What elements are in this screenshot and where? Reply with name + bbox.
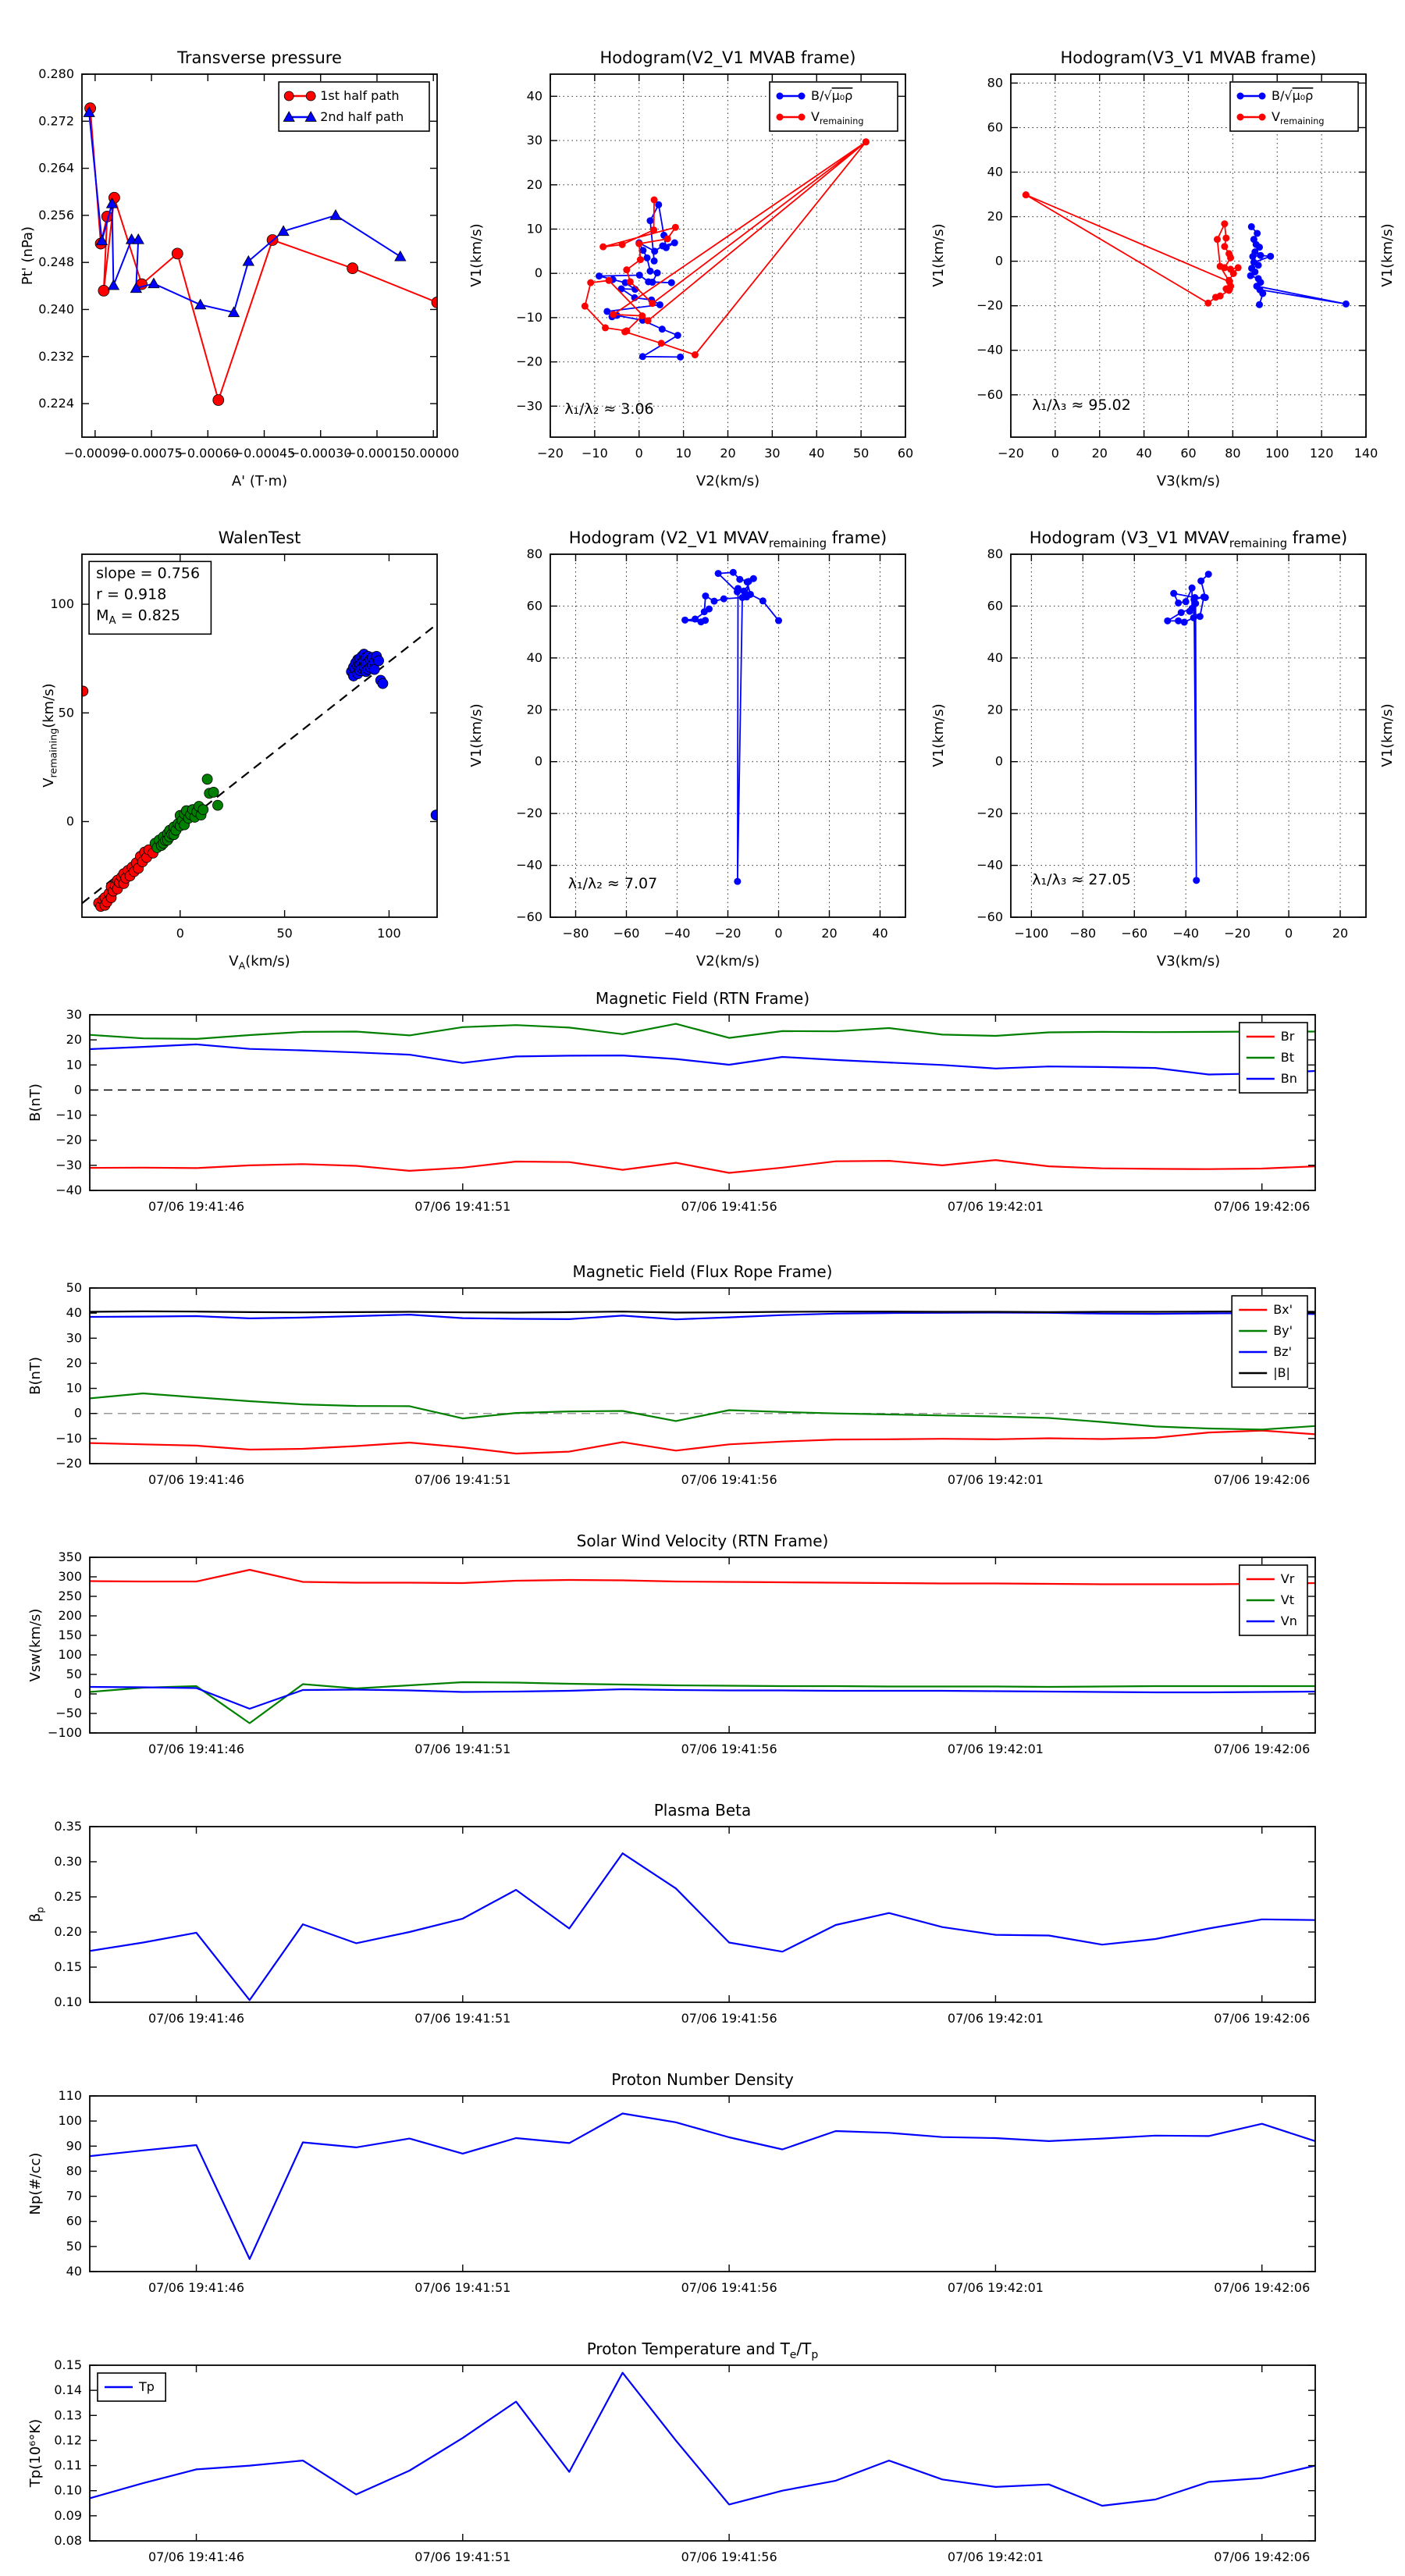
stats-line: $M_A = 0.825$: [96, 607, 181, 627]
y-tick-label: 0: [994, 753, 1003, 769]
y-tick-label: 10: [66, 1057, 82, 1073]
x-tick-label: 20: [720, 446, 736, 461]
x-tick-label: 07/06 19:41:51: [414, 1199, 511, 1214]
y-tick-label: 0.12: [54, 2432, 82, 2448]
legend-label: By': [1273, 1323, 1293, 1338]
y-tick-label: −30: [516, 398, 542, 414]
annotation: λ₁/λ₃ ≈ 27.05: [1032, 871, 1131, 889]
panel-mf_fluxrope: [27, 1262, 1315, 1487]
x-tick-label: 07/06 19:41:51: [414, 2011, 511, 2026]
x-axis-label: V3(km/s): [1156, 473, 1221, 489]
x-tick-label: 07/06 19:41:46: [148, 1199, 245, 1214]
y-tick-label: 300: [58, 1569, 82, 1584]
y-tick-label: 0.20: [54, 1924, 82, 1939]
y-axis-label: Np(#/cc): [27, 2152, 44, 2215]
x-tick-label: 0: [176, 926, 184, 941]
y-tick-label: −40: [55, 1183, 82, 1197]
legend-label: Vn: [1280, 1614, 1297, 1628]
y-tick-label: 80: [987, 75, 1003, 91]
x-tick-label: −80: [562, 926, 589, 941]
y-tick-label: 20: [526, 702, 542, 717]
panel-title: Plasma Beta: [653, 1801, 752, 1820]
panel-title: Hodogram (V3_V1 $MVAV_{remaining}$ frame): [1029, 528, 1348, 551]
floating-y-axis-label: V1(km/s): [930, 223, 947, 287]
x-tick-label: 07/06 19:42:01: [947, 1199, 1044, 1214]
x-tick-label: 0: [1284, 926, 1293, 941]
stats-line: slope = 0.756: [96, 564, 201, 582]
panel-proton_density: [27, 2070, 1315, 2295]
y-tick-label: −10: [516, 309, 542, 325]
legend-label: Vt: [1280, 1592, 1295, 1607]
legend-label: Bz': [1273, 1344, 1292, 1359]
y-tick-label: 50: [66, 2238, 82, 2254]
annotation: λ₁/λ₃ ≈ 95.02: [1032, 397, 1131, 415]
y-tick-label: 40: [66, 2264, 82, 2279]
y-tick-label: 80: [987, 546, 1003, 561]
panel-hodogram_v2v1_mvav: [516, 528, 905, 970]
y-tick-label: 0.272: [38, 113, 74, 129]
legend-label: Bx': [1273, 1302, 1293, 1317]
legend: [1240, 1565, 1307, 1635]
x-tick-label: −20: [714, 926, 742, 941]
x-tick-label: 07/06 19:42:01: [947, 2280, 1044, 2295]
y-tick-label: 0: [534, 753, 542, 769]
y-tick-label: 0.08: [54, 2533, 82, 2548]
legend-label: |B|: [1273, 1365, 1290, 1380]
panel-transverse_pressure: [20, 48, 459, 489]
x-tick-label: 120: [1309, 446, 1334, 461]
y-tick-label: 40: [987, 649, 1003, 665]
floating-y-axis-label: V1(km/s): [468, 223, 485, 287]
x-tick-label: 20: [821, 926, 838, 941]
x-tick-label: 20: [1332, 926, 1349, 941]
x-tick-label: −60: [613, 926, 640, 941]
panel-title: Proton Temperature and $T_e/T_p$: [586, 2339, 819, 2361]
y-tick-label: −20: [516, 354, 542, 369]
panel-plasma_beta: [27, 1801, 1315, 2026]
x-tick-label: −20: [1224, 926, 1251, 941]
y-tick-label: 0: [66, 813, 74, 829]
floating-y-axis-label: V1(km/s): [930, 703, 947, 767]
y-tick-label: 0.35: [54, 1819, 82, 1834]
panel-title: Transverse pressure: [177, 48, 342, 67]
x-tick-label: 07/06 19:41:56: [681, 1472, 777, 1487]
y-tick-label: 0.224: [38, 396, 74, 411]
stats-line: r = 0.918: [96, 585, 167, 603]
panel-title: Magnetic Field (Flux Rope Frame): [572, 1262, 833, 1281]
x-tick-label: 07/06 19:41:51: [414, 1742, 511, 1756]
panel-proton_temp: [27, 2339, 1315, 2564]
x-tick-label: −10: [581, 446, 608, 461]
y-tick-label: 60: [66, 2213, 82, 2229]
y-tick-label: 40: [526, 88, 542, 104]
x-tick-label: 07/06 19:41:51: [414, 1472, 511, 1487]
legend: [1230, 82, 1358, 131]
x-tick-label: 07/06 19:41:46: [148, 1742, 245, 1756]
x-tick-label: 07/06 19:41:56: [681, 1199, 777, 1214]
y-tick-label: 30: [526, 133, 542, 148]
x-tick-label: 07/06 19:42:06: [1214, 1472, 1311, 1487]
y-tick-label: −10: [55, 1107, 82, 1123]
x-tick-label: −0.00045: [233, 446, 296, 461]
x-tick-label: −60: [1121, 926, 1148, 941]
x-tick-label: 07/06 19:42:01: [947, 1472, 1044, 1487]
y-tick-label: −40: [976, 857, 1003, 873]
x-axis-label: V2(km/s): [695, 953, 760, 970]
x-tick-label: 80: [1225, 446, 1241, 461]
y-tick-label: 20: [526, 176, 542, 192]
x-tick-label: 07/06 19:41:46: [148, 1472, 245, 1487]
x-tick-label: 07/06 19:41:46: [148, 2011, 245, 2026]
x-tick-label: 0: [635, 446, 643, 461]
y-tick-label: 0.30: [54, 1854, 82, 1869]
x-tick-label: −0.00075: [120, 446, 183, 461]
y-tick-label: 100: [58, 1647, 82, 1662]
x-axis-label: V2(km/s): [695, 473, 760, 489]
y-tick-label: 20: [66, 1355, 82, 1371]
floating-y-axis-label: $V_{remaining}(km/s)$: [41, 683, 59, 788]
y-tick-label: −50: [55, 1706, 82, 1720]
y-tick-label: 40: [526, 649, 542, 665]
y-tick-label: 0.248: [38, 254, 74, 270]
y-tick-label: −30: [55, 1157, 82, 1172]
legend-label: Bt: [1280, 1050, 1295, 1065]
x-tick-label: 07/06 19:41:56: [681, 2549, 777, 2564]
y-tick-label: 30: [66, 1330, 82, 1346]
y-tick-label: 20: [987, 208, 1003, 224]
y-tick-label: −20: [976, 806, 1003, 821]
y-tick-label: 0.264: [38, 160, 74, 176]
legend-label: Tp: [139, 2379, 155, 2394]
floating-y-axis-label: V1(km/s): [1379, 223, 1396, 287]
y-tick-label: 0.232: [38, 348, 74, 364]
y-tick-label: 0.14: [54, 2382, 82, 2398]
legend: [98, 2373, 165, 2401]
annotation: λ₁/λ₂ ≈ 7.07: [567, 874, 658, 892]
y-tick-label: 80: [526, 546, 542, 561]
x-tick-label: 07/06 19:41:56: [681, 2011, 777, 2026]
x-tick-label: 140: [1353, 446, 1378, 461]
y-tick-label: 100: [58, 2113, 82, 2129]
y-tick-label: −60: [976, 909, 1003, 924]
x-tick-label: 07/06 19:42:01: [947, 2549, 1044, 2564]
y-tick-label: 200: [58, 1608, 82, 1623]
y-tick-label: −20: [976, 297, 1003, 313]
x-tick-label: 07/06 19:41:51: [414, 2549, 511, 2564]
x-tick-label: 100: [1264, 446, 1289, 461]
x-tick-label: −0.00030: [289, 446, 352, 461]
x-tick-label: 40: [1136, 446, 1152, 461]
y-tick-label: 0.15: [54, 2357, 82, 2372]
x-tick-label: 07/06 19:42:06: [1214, 2549, 1311, 2564]
y-tick-label: 0.10: [54, 2482, 82, 2498]
y-tick-label: −20: [516, 806, 542, 821]
x-tick-label: 07/06 19:41:46: [148, 2549, 245, 2564]
x-tick-label: 07/06 19:41:46: [148, 2280, 245, 2295]
annotation: λ₁/λ₂ ≈ 3.06: [564, 400, 654, 418]
y-tick-label: 50: [66, 1667, 82, 1681]
x-tick-label: −100: [1014, 926, 1049, 941]
y-axis-label: B(nT): [27, 1357, 44, 1395]
x-tick-label: 30: [764, 446, 781, 461]
x-axis-label: $V_A(km/s)$: [229, 953, 290, 972]
y-tick-label: 10: [66, 1380, 82, 1396]
panel-title: Proton Number Density: [611, 2070, 794, 2089]
y-tick-label: 0.15: [54, 1959, 82, 1974]
panel-title: Hodogram(V2_V1 MVAB frame): [599, 48, 856, 67]
panel-title: WalenTest: [218, 528, 301, 547]
y-tick-label: 0: [73, 1405, 82, 1421]
y-tick-label: 0: [534, 265, 542, 281]
panel-title: Hodogram(V3_V1 MVAB frame): [1060, 48, 1317, 67]
x-tick-label: 07/06 19:42:06: [1214, 2011, 1311, 2026]
legend-label: B/√μ₀ρ: [1272, 88, 1314, 103]
y-tick-label: 60: [987, 119, 1003, 135]
x-tick-label: −40: [1172, 926, 1200, 941]
panel-hodogram_v3v1_mvab: [976, 48, 1378, 489]
y-axis-label: B(nT): [27, 1083, 44, 1122]
x-tick-label: 0: [1051, 446, 1059, 461]
panel-hodogram_v2v1_mvab: [516, 48, 913, 489]
x-tick-label: 07/06 19:42:01: [947, 1742, 1044, 1756]
x-tick-label: 50: [276, 926, 293, 941]
x-tick-label: 07/06 19:41:56: [681, 1742, 777, 1756]
panel-title: Solar Wind Velocity (RTN Frame): [576, 1532, 829, 1550]
legend-label: 2nd half path: [320, 109, 404, 124]
x-tick-label: 07/06 19:42:06: [1214, 1199, 1311, 1214]
x-tick-label: −0.00015: [346, 446, 408, 461]
floating-y-axis-label: V1(km/s): [468, 703, 485, 767]
x-tick-label: −20: [998, 446, 1024, 461]
x-tick-label: 0.00000: [407, 446, 460, 461]
y-tick-label: 0.09: [54, 2507, 82, 2523]
legend-label: Br: [1280, 1029, 1295, 1044]
x-tick-label: 60: [1180, 446, 1197, 461]
y-tick-label: 0.10: [54, 1994, 82, 2009]
x-tick-label: 100: [377, 926, 401, 941]
x-tick-label: 60: [897, 446, 914, 461]
y-axis-label: $\beta_p$: [27, 1906, 46, 1923]
y-tick-label: −40: [516, 857, 542, 873]
y-tick-label: 10: [526, 221, 542, 237]
x-tick-label: −0.00060: [176, 446, 240, 461]
floating-y-axis-label: V1(km/s): [1379, 703, 1396, 767]
legend-label: Vr: [1280, 1571, 1295, 1586]
y-tick-label: 70: [66, 2188, 82, 2204]
x-tick-label: 40: [872, 926, 888, 941]
y-tick-label: 0.240: [38, 301, 74, 317]
y-tick-label: 0.280: [38, 66, 74, 81]
x-tick-label: 07/06 19:42:01: [947, 2011, 1044, 2026]
panel-walen_test: [50, 528, 441, 971]
legend: [1240, 1023, 1307, 1093]
y-tick-label: −40: [976, 342, 1003, 358]
y-tick-label: 0: [73, 1082, 82, 1098]
y-tick-label: 0.11: [54, 2457, 82, 2473]
x-axis-label: A' (T·m): [231, 473, 288, 489]
x-tick-label: 07/06 19:42:06: [1214, 2280, 1311, 2295]
y-tick-label: 40: [66, 1305, 82, 1321]
panel-title: Magnetic Field (RTN Frame): [595, 989, 810, 1008]
y-axis-label: Pt' (nPa): [20, 226, 36, 286]
y-tick-label: −10: [55, 1430, 82, 1446]
y-tick-label: 90: [66, 2138, 82, 2154]
legend-label: Bn: [1280, 1071, 1297, 1086]
x-tick-label: −80: [1069, 926, 1097, 941]
y-tick-label: −100: [48, 1725, 82, 1740]
y-axis-label: Tp(10⁶°K): [27, 2418, 44, 2488]
legend: [770, 82, 898, 131]
y-tick-label: 350: [58, 1550, 82, 1564]
x-tick-label: −0.00090: [64, 446, 126, 461]
y-tick-label: 80: [66, 2163, 82, 2179]
y-tick-label: 0.13: [54, 2407, 82, 2423]
panel-mf_rtn: [27, 989, 1315, 1214]
x-tick-label: 07/06 19:42:06: [1214, 1742, 1311, 1756]
legend: [279, 82, 429, 131]
y-tick-label: −60: [516, 909, 542, 924]
y-tick-label: −20: [55, 1132, 82, 1147]
x-tick-label: 40: [809, 446, 825, 461]
x-tick-label: 10: [675, 446, 692, 461]
panel-vsw_rtn: [27, 1532, 1315, 1756]
x-tick-label: −20: [537, 446, 564, 461]
y-tick-label: 250: [58, 1589, 82, 1603]
x-tick-label: 0: [774, 926, 783, 941]
legend-label: $V_{remaining}$: [1272, 109, 1325, 126]
y-tick-label: 20: [987, 702, 1003, 717]
legend-label: $V_{remaining}$: [811, 109, 864, 126]
legend-label: B/√μ₀ρ: [811, 88, 853, 103]
y-tick-label: 100: [50, 596, 74, 612]
y-tick-label: −20: [55, 1456, 82, 1471]
x-tick-label: −40: [663, 926, 691, 941]
y-tick-label: 150: [58, 1628, 82, 1642]
y-tick-label: 50: [58, 705, 74, 720]
y-tick-label: 60: [526, 598, 542, 614]
y-tick-label: 20: [66, 1032, 82, 1048]
y-tick-label: 0.256: [38, 207, 74, 222]
x-tick-label: 50: [852, 446, 870, 461]
y-tick-label: 110: [58, 2088, 82, 2103]
y-tick-label: 40: [987, 164, 1003, 180]
y-tick-label: 0: [73, 1686, 82, 1701]
x-axis-label: V3(km/s): [1156, 953, 1221, 970]
x-tick-label: 20: [1091, 446, 1108, 461]
y-tick-label: 0: [994, 253, 1003, 269]
legend-label: 1st half path: [320, 88, 400, 103]
x-tick-label: 07/06 19:41:56: [681, 2280, 777, 2295]
y-axis-label: Vsw(km/s): [27, 1608, 44, 1682]
x-tick-label: 07/06 19:41:51: [414, 2280, 511, 2295]
y-tick-label: −60: [976, 386, 1003, 402]
y-tick-label: 0.25: [54, 1889, 82, 1904]
y-tick-label: 60: [987, 598, 1003, 614]
y-tick-label: 30: [66, 1007, 82, 1022]
legend: [1232, 1296, 1307, 1387]
panel-hodogram_v3v1_mvav: [976, 528, 1366, 970]
y-tick-label: 50: [66, 1280, 82, 1295]
panel-title: Hodogram (V2_V1 $MVAV_{remaining}$ frame): [568, 528, 887, 551]
